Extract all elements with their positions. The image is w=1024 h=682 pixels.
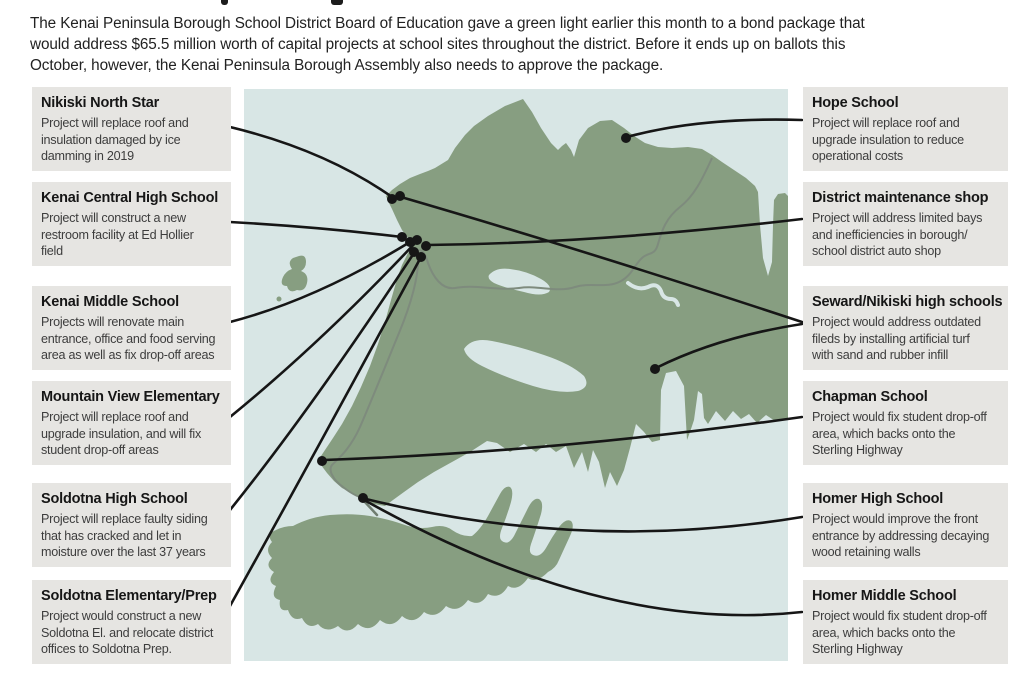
callout-homer-middle: Homer Middle School Project would fix student drop-off area, which backs onto the Sterling Highway <box>803 580 1008 664</box>
callout-title: District maintenance shop <box>812 190 989 206</box>
intro-line: would address $65.5 million worth of capital projects at school sites throughout the district. Before it ends up on ballots this <box>30 36 846 53</box>
callout-title: Soldotna Elementary/Prep <box>41 588 217 604</box>
marker-hope-school <box>621 133 631 143</box>
intro-line: October, however, the Kenai Peninsula Borough Assembly also needs to approve the package. <box>30 57 664 74</box>
intro-line: The Kenai Peninsula Borough School District Board of Education gave a green light earlier this month to a bond package that <box>30 15 865 32</box>
marker-seward-high <box>650 364 660 374</box>
callout-title: Homer Middle School <box>812 588 957 604</box>
callout-mountain-view: Mountain View Elementary Project will replace roof and upgrade insulation, and will fix student drop-off areas <box>32 381 231 465</box>
callout-hope-school: Hope School Project will replace roof and upgrade insulation to reduce operational costs <box>803 87 1008 171</box>
callout-kenai-middle: Kenai Middle School Projects will renovate main entrance, office and food serving area as well as fix drop-off areas <box>32 286 231 370</box>
callout-seward-nikiski-high: Seward/Nikiski high schools Project would address outdated fileds by installing artificial turf with sand and rubber infill <box>803 286 1008 370</box>
callout-title: Kenai Middle School <box>41 294 179 310</box>
callout-soldotna-elementary-prep: Soldotna Elementary/Prep Project would construct a new Soldotna El. and relocate district offices to Soldotna Prep. <box>32 580 231 664</box>
marker-nikiski-high-school <box>395 191 405 201</box>
cropped-header-fragment <box>331 0 343 5</box>
callout-title: Homer High School <box>812 491 944 507</box>
callout-district-maintenance-shop: District maintenance shop Project will address limited bays and inefficiencies in borough/ school district auto shop <box>803 182 1008 266</box>
callout-homer-high: Homer High School Project would improve the front entrance by addressing decaying wood retaining walls <box>803 483 1008 567</box>
callout-title: Soldotna High School <box>41 491 188 507</box>
marker-chapman-school <box>317 456 327 466</box>
marker-mountain-view-elementary <box>412 235 422 245</box>
callout-title: Seward/Nikiski high schools <box>812 294 1003 310</box>
callout-kenai-central-high: Kenai Central High School Project will construct a new restroom facility at Ed Hollier field <box>32 182 231 266</box>
callout-soldotna-high: Soldotna High School Project will replace faulty siding that has cracked and let in moisture over the last 37 years <box>32 483 231 567</box>
marker-soldotna-elementary-prep <box>416 252 426 262</box>
callout-nikiski-north-star: Nikiski North Star Project will replace roof and insulation damaged by ice damming in 2019 <box>32 87 231 171</box>
callout-title: Nikiski North Star <box>41 95 160 111</box>
cropped-header-fragment <box>221 0 228 5</box>
marker-district-maintenance-shop <box>421 241 431 251</box>
callout-title: Kenai Central High School <box>41 190 219 206</box>
marker-homer-schools <box>358 493 368 503</box>
callout-chapman-school: Chapman School Project would fix student drop-off area, which backs onto the Sterling Highway <box>803 381 1008 465</box>
map-islet <box>277 297 282 302</box>
intro-paragraph <box>30 13 865 76</box>
callout-title: Hope School <box>812 95 899 111</box>
callout-title: Mountain View Elementary <box>41 389 220 405</box>
callout-title: Chapman School <box>812 389 928 405</box>
